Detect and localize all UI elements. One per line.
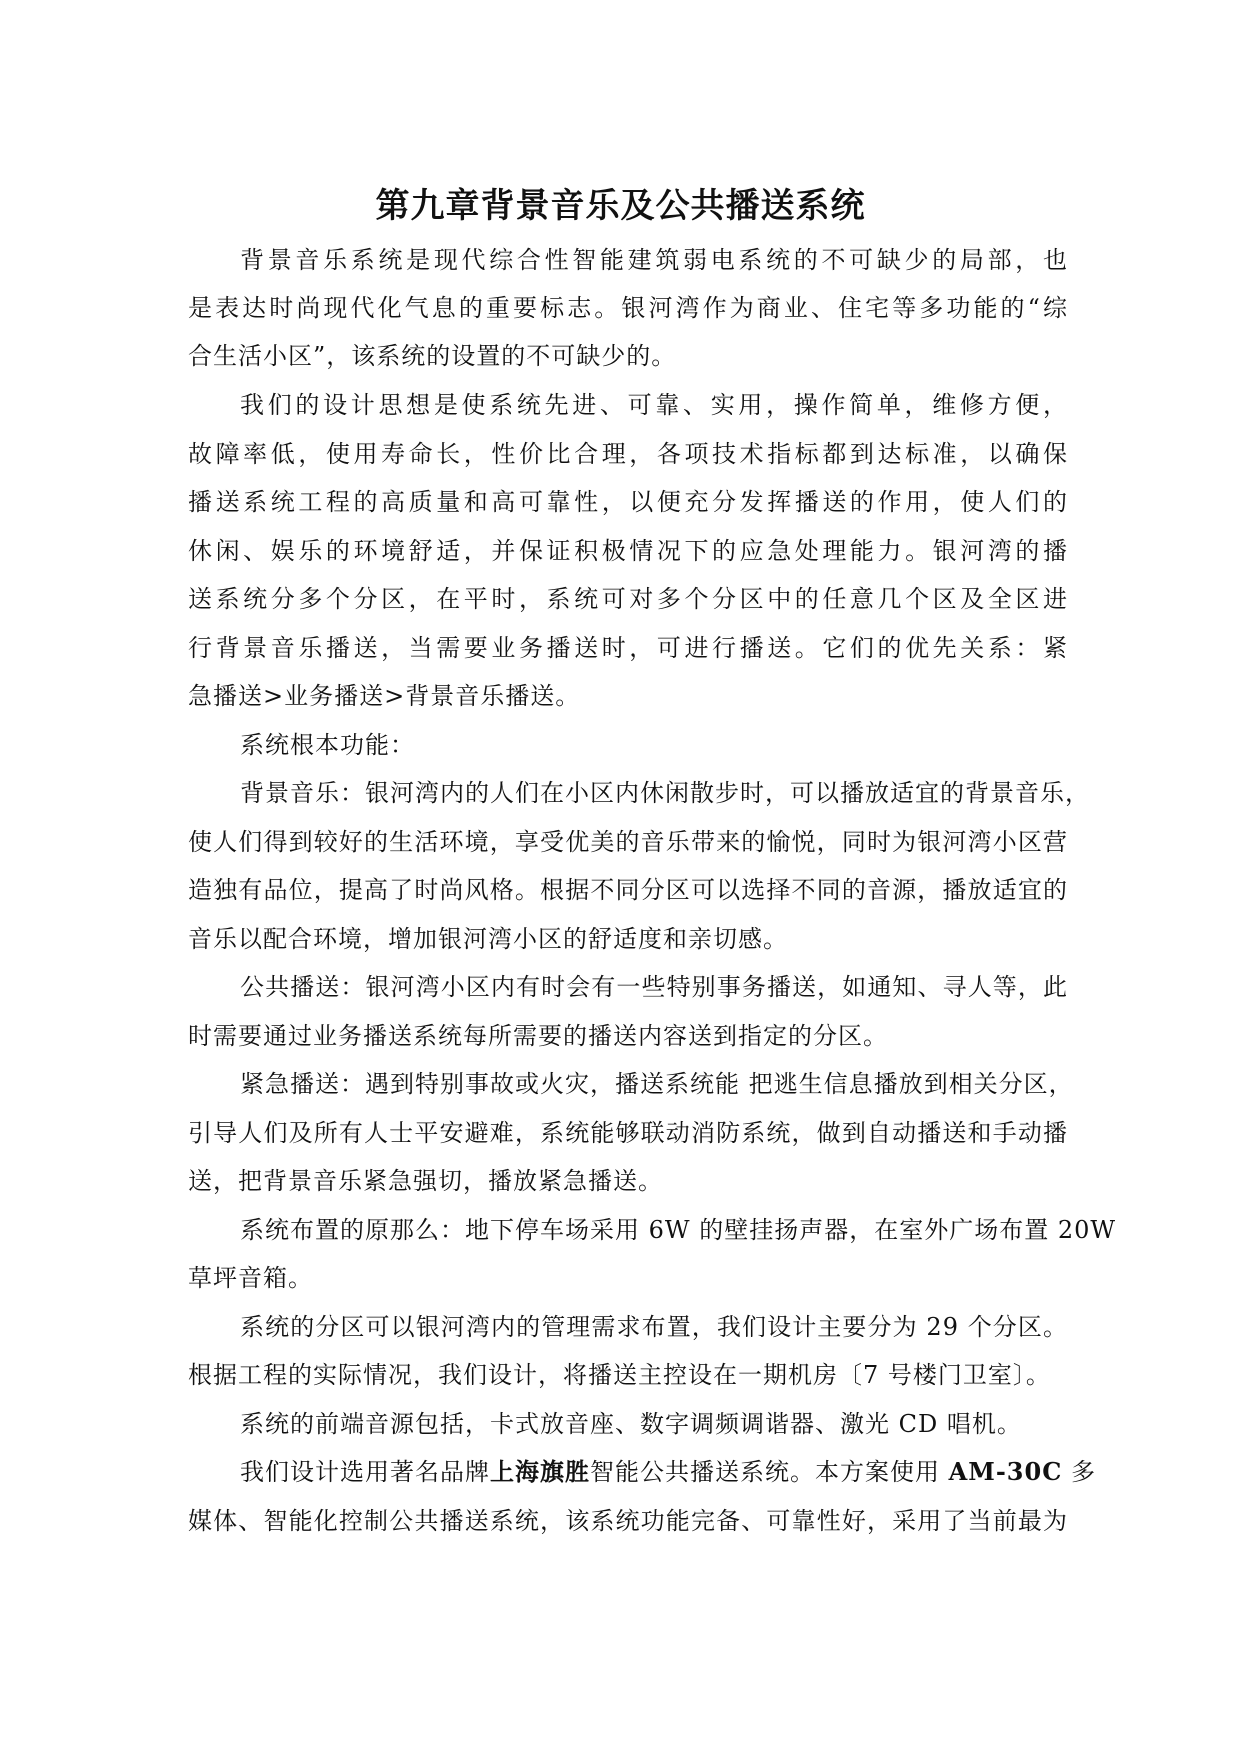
paragraph-line: 播送系统工程的高质量和高可靠性，以便充分发挥播送的作用，使人们的 (188, 488, 1068, 516)
paragraph-line: 背景音乐：银河湾内的人们在小区内休闲散步时，可以播放适宜的背景音乐， (240, 779, 1090, 807)
section-label: 系统根本功能： (240, 731, 415, 759)
brand-name: 上海旗胜 (490, 1457, 590, 1486)
paragraph-line: 合生活小区”，该系统的设置的不可缺少的。 (188, 342, 677, 370)
model-name: AM-30C (948, 1457, 1063, 1486)
page-title: 第九章背景音乐及公共播送系统 (375, 186, 866, 226)
paragraph-line-with-emphasis (240, 1457, 1096, 1487)
paragraph-line: 媒体、智能化控制公共播送系统，该系统功能完备、可靠性好，采用了当前最为 (188, 1507, 1068, 1535)
text-segment: 智能公共播送系统。本方案使用 (590, 1458, 940, 1486)
text-segment: 多 (1070, 1458, 1096, 1486)
paragraph-line: 紧急播送：遇到特别事故或火灾，播送系统能 把逃生信息播放到相关分区， (240, 1070, 1074, 1098)
paragraph-line: 系统的分区可以银河湾内的管理需求布置，我们设计主要分为 29 个分区。 (240, 1313, 1068, 1341)
paragraph-line: 音乐以配合环境，增加银河湾小区的舒适度和亲切感。 (188, 925, 788, 953)
paragraph-line: 时需要通过业务播送系统每所需要的播送内容送到指定的分区。 (188, 1022, 888, 1050)
paragraph-line: 是表达时尚现代化气息的重要标志。银河湾作为商业、住宅等多功能的“综 (188, 294, 1068, 322)
paragraph-line: 急播送>业务播送>背景音乐播送。 (188, 682, 581, 710)
paragraph-line: 送，把背景音乐紧急强切，播放紧急播送。 (188, 1167, 663, 1195)
text-segment: 我们设计选用著名品牌 (240, 1458, 490, 1486)
paragraph-line: 系统的前端音源包括，卡式放音座、数字调频调谐器、激光 CD 唱机。 (240, 1410, 1022, 1438)
paragraph-line: 我们的设计思想是使系统先进、可靠、实用，操作简单，维修方便， (240, 391, 1068, 419)
paragraph-line: 休闲、娱乐的环境舒适，并保证积极情况下的应急处理能力。银河湾的播 (188, 537, 1068, 565)
paragraph-line: 使人们得到较好的生活环境，享受优美的音乐带来的愉悦，同时为银河湾小区营 (188, 828, 1068, 856)
paragraph-line: 系统布置的原那么：地下停车场采用 6W 的壁挂扬声器，在室外广场布置 20W (240, 1216, 1117, 1244)
paragraph-line: 草坪音箱。 (188, 1264, 313, 1292)
paragraph-line: 引导人们及所有人士平安避难，系统能够联动消防系统，做到自动播送和手动播 (188, 1119, 1068, 1147)
paragraph-line: 行背景音乐播送，当需要业务播送时，可进行播送。它们的优先关系：紧 (188, 634, 1068, 662)
paragraph-line: 故障率低，使用寿命长，性价比合理，各项技术指标都到达标准，以确保 (188, 440, 1068, 468)
paragraph-line: 公共播送：银河湾小区内有时会有一些特别事务播送，如通知、寻人等，此 (240, 973, 1068, 1001)
paragraph-line: 造独有品位，提高了时尚风格。根据不同分区可以选择不同的音源，播放适宜的 (188, 876, 1068, 904)
paragraph-line: 背景音乐系统是现代综合性智能建筑弱电系统的不可缺少的局部，也 (240, 246, 1068, 274)
paragraph-line: 根据工程的实际情况，我们设计，将播送主控设在一期机房〔7 号楼门卫室〕。 (188, 1361, 1051, 1389)
paragraph-line: 送系统分多个分区，在平时，系统可对多个分区中的任意几个区及全区进 (188, 585, 1068, 613)
